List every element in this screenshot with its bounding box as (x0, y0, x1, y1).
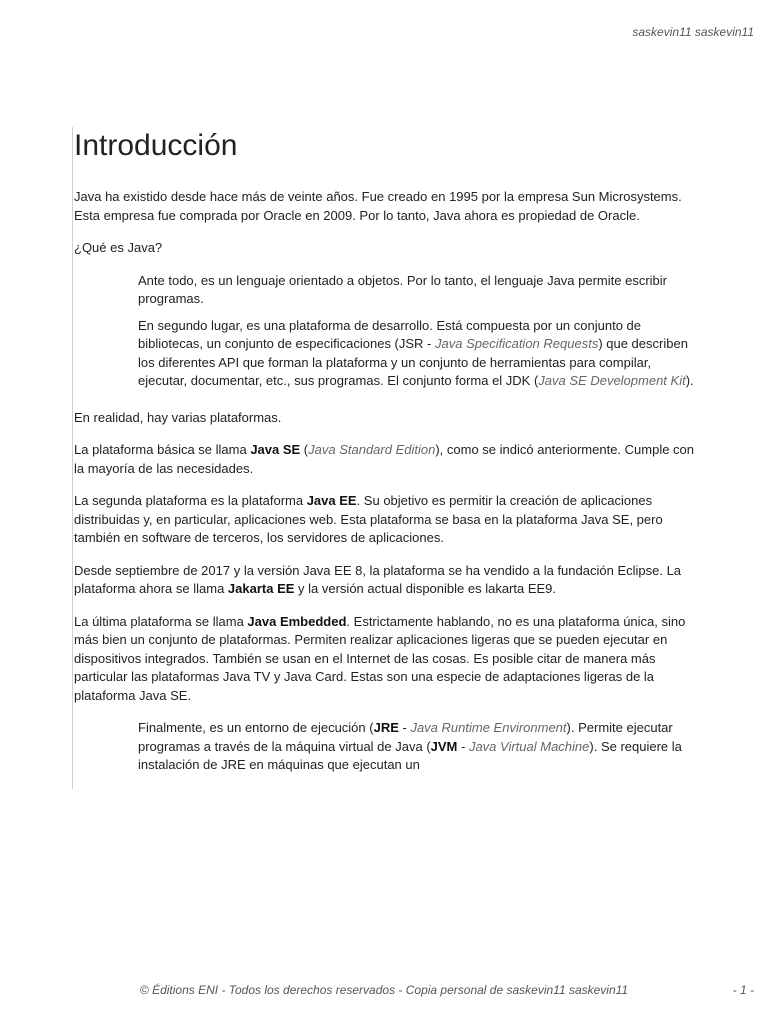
indent-paragraph-2 (138, 317, 702, 391)
java-se-term: Java SE (250, 442, 301, 457)
text-run: ), como se indicó anteriormente. Cumple con la mayoría de las necesidades. (74, 442, 695, 476)
jsr-term: Java Specification Requests (435, 336, 599, 351)
jre-term: JRE (373, 720, 399, 735)
jre-paragraph (138, 719, 702, 775)
text-run: ) que describen los diferentes API que forman la plataforma y un conjunto de herramientas para compilar, ejecutar, documentar, etc., sus programas. El conjunto forma el JDK ( (138, 336, 688, 388)
text-run: La segunda plataforma es la plataforma (74, 493, 307, 508)
text-run: Finalmente, es un entorno de ejecución ( (138, 720, 374, 735)
document-body (74, 126, 702, 783)
jakarta-term: Jakarta EE (227, 581, 295, 596)
text-run: ). Se requiere la instalación de JRE en máquinas que ejecutan un (138, 738, 682, 772)
platforms-paragraph: En realidad, hay varias plataformas. (74, 409, 282, 425)
text-run: La plataforma básica se llama (74, 442, 251, 457)
java-se-paragraph (74, 441, 702, 478)
jre-expansion: Java Runtime Environment (410, 720, 567, 735)
text-run: - (398, 720, 411, 735)
text-run: . Su objetivo es permitir la creación de aplicaciones distribuidas y, en particular, aplicaciones web. Esta plataforma se basa en la plataforma Java SE, pero también en software de terceros, los servidores de aplicaciones. (74, 493, 663, 545)
text-run: - (457, 738, 469, 754)
page-number: - 1 - (732, 983, 754, 997)
header-username: saskevin11 saskevin11 (632, 25, 754, 39)
footer-copyright: © Éditions ENI - Todos los derechos reservados - Copia personal de saskevin11 saskevin11 (139, 983, 629, 997)
jakarta-paragraph (74, 562, 702, 599)
java-embedded-term: Java Embedded (247, 613, 347, 629)
page-title: Introducción (74, 129, 238, 162)
text-run: ( (300, 442, 309, 457)
jdk-term: Java SE Development Kit (538, 373, 686, 388)
java-embedded-paragraph (74, 613, 702, 706)
question-paragraph: ¿Qué es Java? (74, 240, 163, 255)
text-run: En segundo lugar, es una plataforma de desarrollo. Está compuesta por un conjunto de bibliotecas, un conjunto de especificaciones (JSR - (138, 317, 641, 351)
jvm-term: JVM (430, 738, 458, 754)
text-run: ). Permite ejecutar programas a través de la máquina virtual de Java ( (138, 720, 673, 754)
java-se-expansion: Java Standard Edition (308, 442, 436, 457)
text-run: ). (685, 373, 694, 388)
java-ee-term: Java EE (306, 493, 357, 508)
text-run: La última plataforma se llama (74, 613, 248, 629)
indented-block-2 (138, 719, 702, 775)
jvm-expansion: Java Virtual Machine (468, 738, 590, 754)
text-run: y la versión actual disponible es lakarta EE9. (294, 581, 557, 596)
text-run: . Estrictamente hablando, no es una plataforma única, sino más bien un conjunto de plataformas. Permiten realizar aplicaciones ligeras que se pueden ejecutar en dispositivos integrados. También se usan en el Internet de las cosas. Es posible citar de manera más particular las plataformas Java TV y Java Card. Estas son una especie de adaptaciones ligeras de la plataforma Java SE. (74, 613, 686, 703)
left-margin-rule (72, 127, 73, 789)
text-run: Desde septiembre de 2017 y la versión Java EE 8, la plataforma se ha vendido a la fundación Eclipse. La plataforma ahora se llama (74, 562, 682, 596)
intro-paragraph: Java ha existido desde hace más de veinte años. Fue creado en 1995 por la empresa Sun Microsystems. Esta empresa fue comprada por Oracle en 2009. Por lo tanto, Java ahora es propiedad de Oracle. (74, 189, 682, 223)
indented-block-1 (138, 272, 702, 391)
java-ee-paragraph (74, 492, 702, 548)
indent-paragraph-1: Ante todo, es un lenguaje orientado a objetos. Por lo tanto, el lenguaje Java permite escribir programas. (138, 272, 668, 306)
